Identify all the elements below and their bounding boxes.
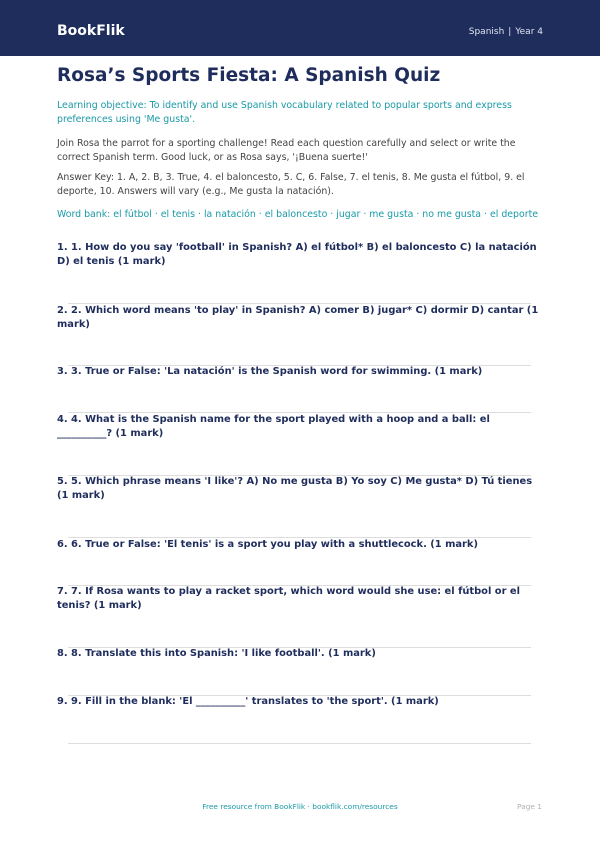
question-4: 4. 4. What is the Spanish name for the sport played with a hoop and a ball: el __________? (1 mark) <box>57 414 490 439</box>
question-1: 1. 1. How do you say 'football' in Spanish? A) el fútbol* B) el baloncesto C) la natación D) el tenis (1 mark) <box>57 242 537 267</box>
question-2: 2. 2. Which word means 'to play' in Spanish? A) comer B) jugar* C) dormir D) cantar (1 mark) <box>57 305 539 330</box>
intro-text: Join Rosa the parrot for a sporting challenge! Read each question carefully and select or write the correct Spanish term. Good luck, or as Rosa says, '¡Buena suerte!' <box>57 138 516 163</box>
footer-link[interactable]: Free resource from BookFlik · bookflik.com/resources <box>202 802 398 811</box>
question-9: 9. 9. Fill in the blank: 'El __________' translates to 'the sport'. (1 mark) <box>57 696 439 707</box>
question-8: 8. 8. Translate this into Spanish: 'I like football'. (1 mark) <box>57 648 376 659</box>
meta-separator: | <box>508 27 512 37</box>
header-meta <box>469 26 543 38</box>
page-number: Page 1 <box>517 802 542 811</box>
word-bank: Word bank: el fútbol · el tenis · la natación · el baloncesto · jugar · me gusta · no me gusta · el deporte <box>57 209 539 220</box>
learning-objective: Learning objective: To identify and use Spanish vocabulary related to popular sports and express preferences using 'Me gusta'. <box>57 100 512 125</box>
question-3: 3. 3. True or False: 'La natación' is the Spanish word for swimming. (1 mark) <box>57 366 483 377</box>
brand-logo-text[interactable]: BookFlik <box>57 23 125 39</box>
page-title: Rosa’s Sports Fiesta: A Spanish Quiz <box>57 65 441 86</box>
year-label: Year 4 <box>515 27 543 37</box>
question-6: 6. 6. True or False: 'El tenis' is a sport you play with a shuttlecock. (1 mark) <box>57 539 479 550</box>
question-7: 7. 7. If Rosa wants to play a racket sport, which word would she use: el fútbol or el tenis? (1 mark) <box>57 586 520 611</box>
subject-label: Spanish <box>468 27 505 37</box>
answer-key: Answer Key: 1. A, 2. B, 3. True, 4. el baloncesto, 5. C, 6. False, 7. el tenis, 8. Me gusta el fútbol, 9. el deporte, 10. Answers will vary (e.g., Me gusta la natación). <box>57 172 525 197</box>
answer-line-9 <box>68 743 531 744</box>
header-bar <box>0 0 600 56</box>
question-5: 5. 5. Which phrase means 'I like'? A) No me gusta B) Yo soy C) Me gusta* D) Tú tienes (1 mark) <box>57 476 533 501</box>
